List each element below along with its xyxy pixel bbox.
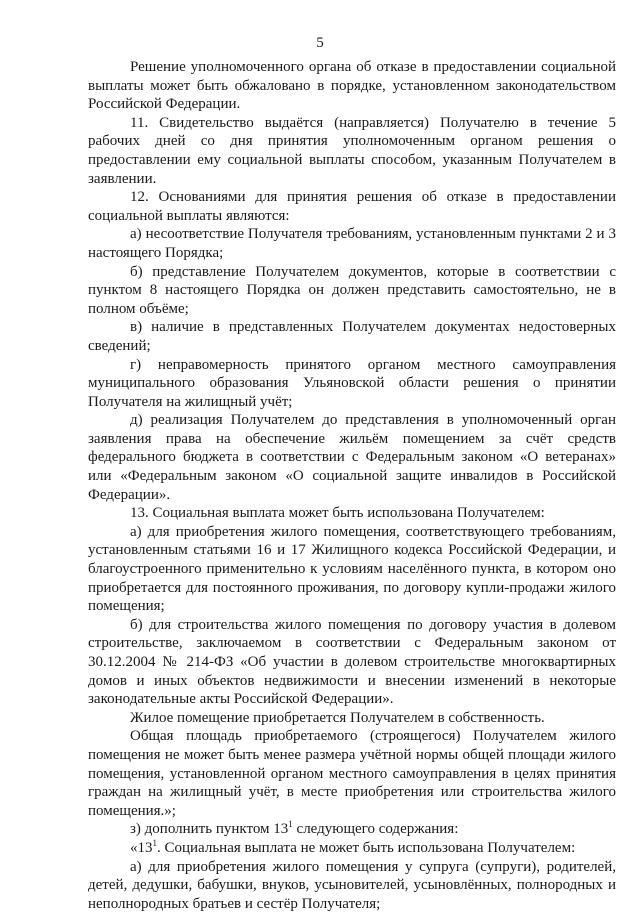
paragraph-area: Общая площадь приобретаемого (строящегося) Получателем жилого помещения не может быть менее размера учётной нормы общей площади жилого помещения, установленной органом местного самоуправления в целях принятия граждан на жилищный учёт, в месте приобретения или строительства жилого помещения.»; xyxy=(88,728,616,819)
paragraph-13: 13. Социальная выплата может быть использована Получателем: xyxy=(130,505,545,522)
paragraph-appeal: Решение уполномоченного органа об отказе в предоставлении социальной выплаты может быть обжаловано в порядке, установленном законодательством Российской Федерации. xyxy=(88,59,616,113)
clause-13-1-end: . Социальная выплата не может быть использована Получателем: xyxy=(157,839,576,856)
clause-13-1-start: «13 xyxy=(130,839,153,856)
paragraph-12-d: д) реализация Получателем до представления в уполномоченный орган заявления права на обеспечение жильём помещением за счёт средств федерального бюджета в соответствии с Федеральным законом «О ветеранах» или «Федеральным законом «О социальной защите инвалидов в Российской Федерации». xyxy=(88,412,616,503)
page-number: 5 xyxy=(316,35,324,51)
paragraph-12-b: б) представление Получателем документов, которые в соответствии с пунктом 8 настоящего Порядка он должен представить самостоятельно, не в полном объёме; xyxy=(88,263,616,317)
amendment-text-start: з) дополнить пунктом 13 xyxy=(130,821,289,838)
paragraph-13-1 xyxy=(88,839,616,858)
paragraph-13-b: б) для строительства жилого помещения по договору участия в долевом строительстве, заключаемом в соответствии с Федеральным законом от 30.12.2004 № 214-ФЗ «Об участии в долевом строительстве многоквартирных домов и иных объектов недвижимости и внесении изменений в некоторые законодательные акты Российской Федерации». xyxy=(88,616,616,708)
superscript-1: 1 xyxy=(152,837,157,848)
paragraph-13-1-a: а) для приобретения жилого помещения у супруга (супруги), родителей, детей, дедушки, бабушки, внуков, усыновителей, усыновлённых, полнородных и неполнородных братьев и сестёр Получателя; xyxy=(88,858,616,912)
paragraph-12-a: а) несоответствие Получателя требованиям, установленным пунктами 2 и 3 настоящего Порядка; xyxy=(88,226,616,261)
paragraph-12: 12. Основаниями для принятия решения об отказе в предоставлении социальной выплаты являются: xyxy=(88,189,616,224)
amendment-text-end: следующего содержания: xyxy=(292,821,459,838)
document-body xyxy=(88,58,616,913)
paragraph-13-a: а) для приобретения жилого помещения, соответствующего требованиям, установленным статьями 16 и 17 Жилищного кодекса Российской Федерации, и благоустроенного применительно к условиям населённого пункта, в котором оно приобретается для постоянного проживания, по договору купли-продажи жилого помещения; xyxy=(88,523,616,615)
paragraph-amendment-13-1 xyxy=(88,820,616,839)
paragraph-11: 11. Свидетельство выдаётся (направляется) Получателю в течение 5 рабочих дней со дня принятия уполномоченным органом решения о предоставлении ему социальной выплаты способом, указанным Получателем в заявлении. xyxy=(88,114,616,187)
paragraph-12-g: г) неправомерность принятого органом местного самоуправления муниципального образования Ульяновской области решения о принятии Получателя на жилищный учёт; xyxy=(88,356,616,410)
superscript-1: 1 xyxy=(288,819,293,830)
paragraph-12-v: в) наличие в представленных Получателем документах недостоверных сведений; xyxy=(88,319,616,354)
paragraph-ownership: Жилое помещение приобретается Получателем в собственность. xyxy=(130,709,545,726)
